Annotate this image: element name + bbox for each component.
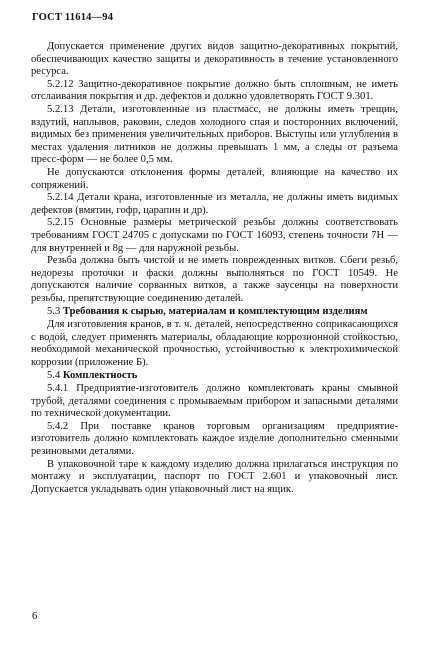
paragraph-5-4-1: 5.4.1 Предприятие-изготовитель должно комплектовать краны смывной трубой, деталями соединения с промываемым прибором и запасными деталями по технической документации. [31,383,398,420]
paragraph-5-2-15: 5.2.15 Основные размеры метрической резьбы должны соответствовать требованиям ГОСТ 24705 с допусками по ГОСТ 16093, степень точности 7Н — для внутренней и 8g — для наружной резьбы. [31,217,398,254]
section-heading-5-3 [31,306,398,319]
paragraph: В упаковочной таре к каждому изделию должна прилагаться инструкция по монтажу и эксплуатации, паспорт по ГОСТ 2.601 и упаковочный лист. Допускается укладывать один упаковочный лист на ящик. [31,458,398,495]
paragraph: Для изготовления кранов, в т. ч. деталей, непосредственно соприкасающихся с водой, следует применять материалы, обладающие коррозионной стойкостью, необходимой механической прочностью, устойчивостью к электрохимической коррозии (приложение Б). [31,319,398,368]
paragraph-5-2-14: 5.2.14 Детали крана, изготовленные из металла, не должны иметь видимых дефектов (вмятин, гофр, царапин и др). [31,192,398,216]
section-title: Комплектность [62,370,138,382]
paragraph-5-2-12: 5.2.12 Защитно-декоративное покрытие должно быть сплошным, не иметь отслаивания покрытия и др. дефектов и должно удовлетворять ГОСТ 9.301. [31,78,398,103]
paragraph: Не допускаются отклонения формы деталей, влияющие на качество их сопряжений. [31,166,398,191]
page-number: 6 [32,611,38,622]
paragraph-5-4-2: 5.4.2 При поставке кранов торговым организациям предприятие-изготовитель должно комплектовать каждое изделие дополнительно сменными резиновыми деталями. [31,420,398,457]
section-title: Требования к сырью, материалам и комплектующим изделиям [62,306,368,318]
section-number: 5.3 [47,306,61,318]
paragraph: Резьба должна быть чистой и не иметь поврежденных витков. Сбеги резьб, недорезы проточки и фаски должны выполняться по ГОСТ 10549. Не допускаются наличие сорванных витков, а также заусенцы на поверхности резьбы, препятствующие соединению деталей. [31,255,398,304]
document-body [31,41,398,496]
paragraph-5-2-13: 5.2.13 Детали, изготовленные из пластмасс, не должны иметь трещин, вздутий, наплывов, раковин, следов холодного спая и посторонних включений, видимых без применения увеличительных приборов. Выступы или углубления в местах удаления литников не должны превышать 1 мм, а следы от разъема пресс-форм — не более 0,5 мм. [31,103,398,166]
section-number: 5.4 [47,370,61,382]
paragraph: Допускается применение других видов защитно-декоративных покрытий, обеспечивающих качество защиты и декоративность в течение установленного ресурса. [31,41,398,78]
document-header: ГОСТ 11614—94 [32,12,114,23]
section-heading-5-4 [31,370,398,383]
